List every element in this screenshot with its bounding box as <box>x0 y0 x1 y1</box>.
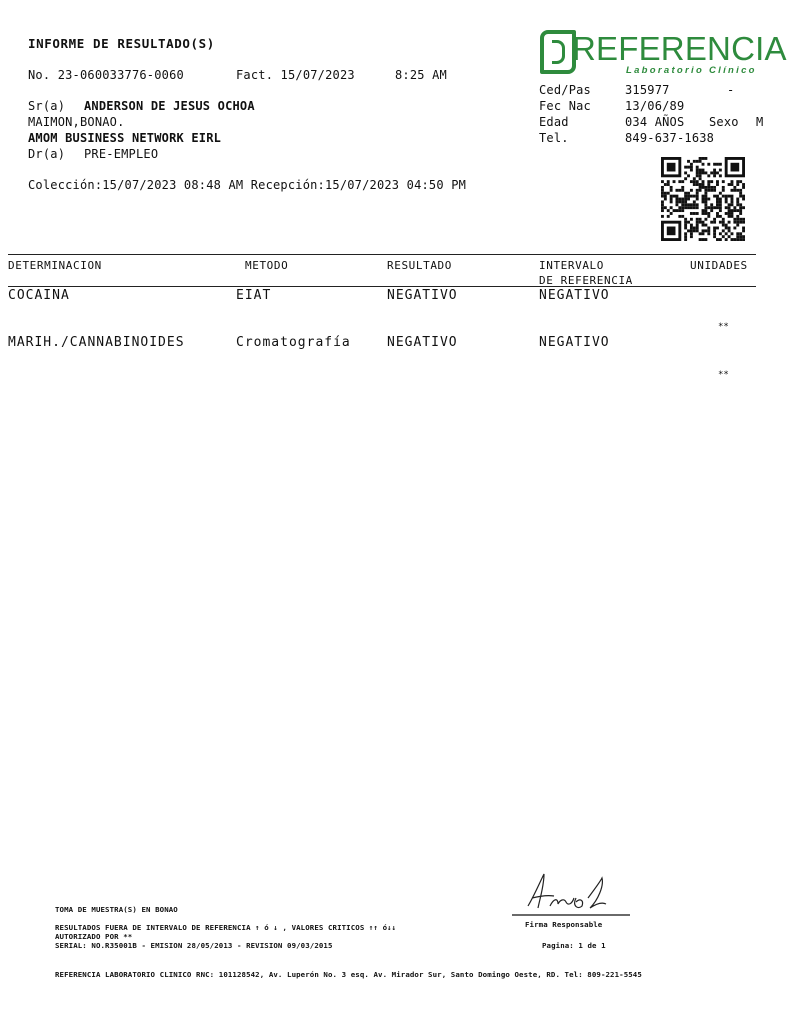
header-metodo: METODO <box>245 259 289 272</box>
fecnac-label: Fec Nac <box>539 99 591 113</box>
sexo-value: M <box>756 115 764 129</box>
fuera-intervalo-legend: RESULTADOS FUERA DE INTERVALO DE REFERENCIA ↑ ó ↓ , VALORES CRITICOS ↑↑ ó↓↓ <box>55 923 397 932</box>
authorization-marker: ** <box>718 370 729 380</box>
edad-label: Edad <box>539 115 569 129</box>
firma-responsable: Firma Responsable <box>525 920 603 929</box>
patient-name: ANDERSON DE JESUS OCHOA <box>84 99 255 113</box>
order-number: No. 23-060033776-0060 <box>28 68 184 82</box>
page-number: Pagina: 1 de 1 <box>542 941 606 950</box>
lab-info: REFERENCIA LABORATORIO CLINICO RNC: 101128542, Av. Luperón No. 3 esq. Av. Mirador Sur, Santo Domingo Oeste, RD. Tel: 809-221-5545 <box>55 970 642 979</box>
doctor-name: PRE-EMPLEO <box>84 147 159 161</box>
table-header-rule <box>8 286 756 287</box>
cedpas-value: 315977 <box>625 83 670 97</box>
cell-resultado: NEGATIVO <box>387 288 458 303</box>
authorization-marker: ** <box>718 322 729 332</box>
invoice-date: Fact. 15/07/2023 <box>236 68 355 82</box>
cell-intervalo: NEGATIVO <box>539 335 610 350</box>
patient-prefix: Sr(a) <box>28 99 66 113</box>
qr-code-icon <box>661 157 745 241</box>
edad-value: 034 AÑOS <box>625 115 685 129</box>
cedpas-extra: - <box>727 83 735 97</box>
fecnac-value: 13/06/89 <box>625 99 685 113</box>
report-title: INFORME DE RESULTADO(S) <box>28 36 215 51</box>
tel-value: 849-637-1638 <box>625 131 715 145</box>
signature-image <box>510 868 632 918</box>
cell-intervalo: NEGATIVO <box>539 288 610 303</box>
laboratory-logo <box>540 28 787 78</box>
cell-resultado: NEGATIVO <box>387 335 458 350</box>
table-top-rule <box>8 254 756 255</box>
toma-muestra: TOMA DE MUESTRA(S) EN BONAO <box>55 905 178 914</box>
doctor-prefix: Dr(a) <box>28 147 66 161</box>
header-intervalo: INTERVALO <box>539 259 605 272</box>
serial-line: SERIAL: NO.R35001B - EMISION 28/05/2013 - REVISION 09/03/2015 <box>55 941 333 950</box>
header-determinacion: DETERMINACION <box>8 259 102 272</box>
invoice-time: 8:25 AM <box>395 68 447 82</box>
cell-metodo: EIAT <box>236 288 272 303</box>
cell-determinacion: COCAINA <box>8 288 70 303</box>
header-unidades: UNIDADES <box>690 259 748 272</box>
autorizado-por: AUTORIZADO POR ** <box>55 932 133 941</box>
cell-determinacion: MARIH./CANNABINOIDES <box>8 335 185 350</box>
cedpas-label: Ced/Pas <box>539 83 591 97</box>
tel-label: Tel. <box>539 131 569 145</box>
logo-name: REFERENCIA <box>572 30 787 67</box>
patient-address: MAIMON,BONAO. <box>28 115 125 129</box>
logo-subtitle: Laboratorio Clínico <box>626 65 757 76</box>
cell-metodo: Cromatografía <box>236 335 351 350</box>
sexo-label: Sexo <box>709 115 739 129</box>
collection-reception: Colección:15/07/2023 08:48 AM Recepción:15/07/2023 04:50 PM <box>28 178 467 192</box>
patient-company: AMOM BUSINESS NETWORK EIRL <box>28 131 222 145</box>
logo-mark-icon <box>540 30 576 74</box>
header-resultado: RESULTADO <box>387 259 453 272</box>
header-de-referencia: DE REFERENCIA <box>539 274 633 287</box>
